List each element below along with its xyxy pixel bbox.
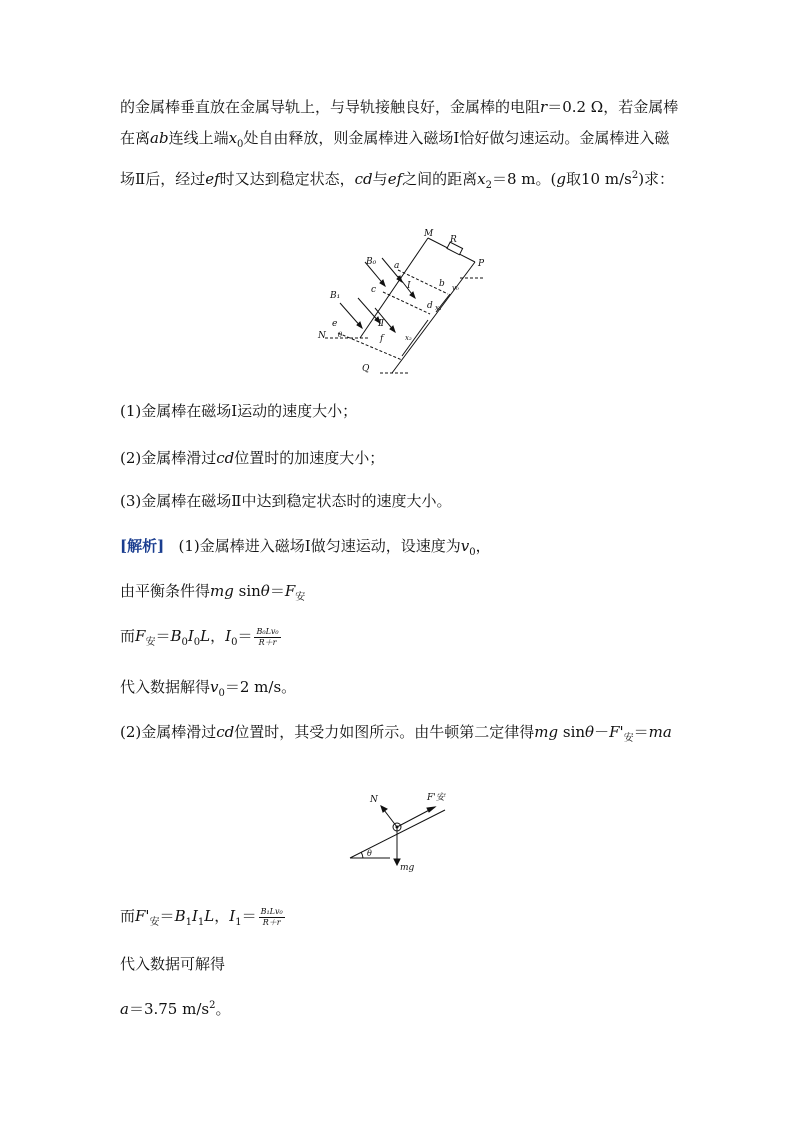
solution-step-5: (2)金属棒滑过cd位置时，其受力如图所示。由牛顿第二定律得mg $\sin\theta-F'_安=ma$ (120, 723, 672, 744)
question-1: (1)金属棒在磁场Ⅰ运动的速度大小； (120, 402, 358, 420)
svg-text:x₂: x₂ (405, 334, 412, 342)
svg-text:θ: θ (367, 849, 372, 858)
svg-text:c: c (371, 285, 377, 295)
svg-text:f: f (380, 334, 384, 344)
solution-step-1: [解析] (1)金属棒进入磁场Ⅰ做匀速运动，设速度为$v_0$， (120, 537, 491, 558)
svg-text:Q: Q (362, 364, 370, 374)
svg-text:e: e (332, 319, 338, 329)
svg-text:F'安: F'安 (427, 793, 445, 803)
solution-step-6: 而$F'_安=B_1I_1L$，$I_1=$ $\frac{\text{B₁Lv₀}}{R+r}$ (120, 906, 283, 928)
fraction-i0: $\frac{\text{B₀Lv₀}}{R+r}$ (256, 626, 279, 647)
svg-text:d: d (427, 301, 433, 311)
svg-text:P: P (478, 259, 485, 269)
svg-text:a: a (394, 261, 400, 271)
svg-text:N: N (318, 331, 326, 341)
svg-text:R: R (450, 235, 457, 245)
svg-text:b: b (439, 279, 445, 289)
svg-text:N: N (370, 795, 378, 805)
force-diagram (345, 790, 455, 880)
svg-text:B₀: B₀ (366, 257, 377, 267)
question-2: (2)金属棒滑过cd位置时的加速度大小； (120, 449, 385, 467)
svg-text:Ⅰ: Ⅰ (407, 281, 411, 291)
solution-tag: [解析] (120, 537, 165, 555)
solution-step-8: a＝3.75 $m/s^2$。 (120, 1000, 231, 1018)
solution-step-2: 由平衡条件得mg $\sin\theta=F_安$ (120, 582, 306, 603)
svg-text:M: M (424, 229, 434, 239)
svg-text:Ⅱ: Ⅱ (378, 319, 385, 329)
problem-statement: 的金属棒垂直放在金属导轨上，与导轨接触良好，金属棒的电阻r＝0.2 Ω，若金属棒在离ab连线上端$x_0$处自由释放，则金属棒进入磁场Ⅰ恰好做匀速运动。金属棒进入磁场Ⅱ后，经过ef时又达到稳定状态，cd与ef之间的距离$x_2=8$ m。(g取10 $m/s^2$)求： (120, 98, 679, 191)
solution-step-3: 而$F_安=B_0I_0L$，$I_0=$ $\frac{\text{B₀Lv₀}}{R+r}$ (120, 626, 279, 648)
question-3: (3)金属棒在磁场Ⅱ中达到稳定状态时的速度大小。 (120, 492, 452, 510)
svg-text:θ: θ (338, 331, 343, 339)
rail-diagram (310, 228, 500, 378)
fraction-i1: $\frac{\text{B₁Lv₀}}{R+r}$ (260, 906, 283, 927)
svg-text:mg: mg (400, 863, 415, 873)
solution-step-7: 代入数据可解得 (120, 955, 226, 973)
svg-text:v₀: v₀ (452, 284, 459, 292)
solution-step-4: 代入数据解得$v_0=2$ m/s。 (120, 678, 297, 699)
svg-text:x₁: x₁ (435, 304, 442, 312)
svg-text:B₁: B₁ (330, 291, 341, 301)
